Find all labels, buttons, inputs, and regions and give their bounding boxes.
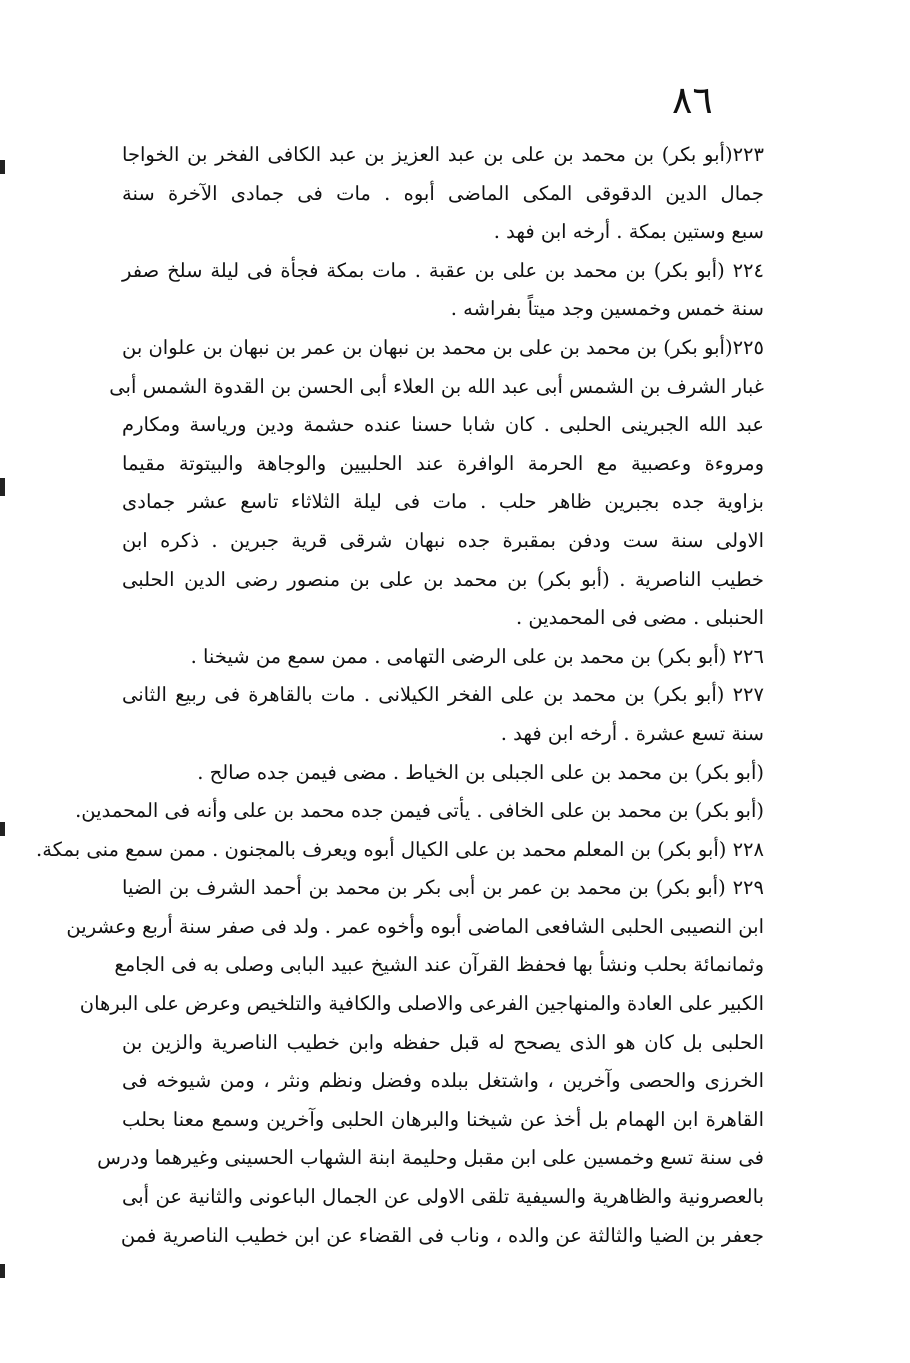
text-line: الحلبى بل كان هو الذى يصحح له قبل حفظه وابن خطيب الناصرية والزين بن xyxy=(122,1030,764,1054)
text-line: سنة تسع عشرة . أرخه ابن فهد . xyxy=(500,721,764,745)
text-line: (أبو بكر) بن محمد بن على الخافى . يأتى فيمن جده محمد بن على وأنه فى المحمدين. xyxy=(75,799,764,823)
margin-mark xyxy=(0,1264,5,1278)
text-line: (أبو بكر) بن محمد بن على الجبلى بن الخياط . مضى فيمن جده صالح . xyxy=(197,760,764,784)
text-line: جعفر بن الضيا والثالثة عن والده ، وناب فى القضاء عن ابن خطيب الناصرية فمن xyxy=(120,1223,764,1247)
text-line: الحنبلى . مضى فى المحمدين . xyxy=(516,606,764,630)
text-line: جمال الدين الدقوقى المكى الماضى أبوه . مات فى جمادى الآخرة سنة xyxy=(122,181,764,205)
text-line: الاولى سنة ست ودفن بمقبرة جده نبهان شرقى قرية جبرين . ذكره ابن xyxy=(122,528,764,552)
text-line: فى سنة تسع وخمسين على ابن مقبل وحليمة ابنة الشهاب الحسينى وغيرهما ودرس xyxy=(97,1146,764,1170)
margin-mark xyxy=(0,160,5,174)
text-line: سنة خمس وخمسين وجد ميتاً بفراشه . xyxy=(450,297,764,321)
text-line: ابن النصيبى الحلبى الشافعى الماضى أبوه وأخوه عمر . ولد فى صفر سنة أربع وعشرين xyxy=(66,914,764,938)
text-line: ٢٢٣(أبو بكر) بن محمد بن على بن عبد العزيز بن عبد الكافى الفخر بن الخواجا xyxy=(122,143,764,166)
text-line: القاهرة ابن الهمام بل أخذ عن شيخنا والبرهان الحلبى وآخرين وسمع معنا بحلب xyxy=(122,1107,764,1131)
text-line: سبع وستين بمكة . أرخه ابن فهد . xyxy=(493,220,764,244)
text-line: الخرزى والحصى وآخرين ، واشتغل ببلده وفضل ونظم ونثر ، ومن شيوخه فى xyxy=(122,1069,764,1093)
text-line: ٢٢٦ (أبو بكر) بن محمد بن على الرضى التهامى . ممن سمع من شيخنا . xyxy=(190,644,764,668)
text-line: غبار الشرف بن الشمس أبى عبد الله بن العلاء أبى الحسن بن القدوة الشمس أبى xyxy=(109,374,764,398)
text-line: ٢٢٤ (أبو بكر) بن محمد بن على بن عقبة . مات بمكة فجأة فى ليلة سلخ صفر xyxy=(122,258,764,282)
text-line: ٢٢٨ (أبو بكر) بن المعلم محمد بن على الكيال أبوه ويعرف بالمجنون . ممن سمع منى بمكة. xyxy=(36,837,764,861)
text-line: بزاوية جده بجبرين ظاهر حلب . مات فى ليلة الثلاثاء تاسع عشر جمادى xyxy=(122,490,764,514)
text-line: وثمانمائة بحلب ونشأ بها فحفظ القرآن عند الشيخ عبيد البابى وصلى به فى الجامع xyxy=(114,953,764,977)
page-number: ٨٦ xyxy=(672,78,713,122)
text-line: ٢٢٩ (أبو بكر) بن محمد بن عمر بن أبى بكر بن محمد بن أحمد الشرف بن الضيا xyxy=(122,876,764,900)
text-line: ٢٢٧ (أبو بكر) بن محمد بن على الفخر الكيلانى . مات بالقاهرة فى ربيع الثانى xyxy=(122,683,764,707)
text-line: الكبير على العادة والمنهاجين الفرعى والاصلى والكافية والتلخيص وعرض على البرهان xyxy=(79,992,764,1016)
text-line: ومروءة وعصبية مع الحرمة الوافرة عند الحلبيين والوجاهة والبيتوتة مقيما xyxy=(122,451,764,475)
text-line: خطيب الناصرية . (أبو بكر) بن محمد بن على بن منصور رضى الدين الحلبى xyxy=(122,567,764,591)
margin-mark xyxy=(0,478,5,496)
text-line: عبد الله الجبرينى الحلبى . كان شابا حسنا عنده حشمة ودين ورياسة ومكارم xyxy=(122,413,764,437)
body-text xyxy=(36,136,764,1255)
text-line: بالعصرونية والظاهرية والسيفية تلقى الاولى عن الجمال الباعونى والثانية عن أبى xyxy=(122,1185,764,1209)
text-line: ٢٢٥(أبو بكر) بن محمد بن على بن محمد بن نبهان بن عمر بن نبهان بن علوان بن xyxy=(122,335,764,359)
margin-mark xyxy=(0,822,5,836)
